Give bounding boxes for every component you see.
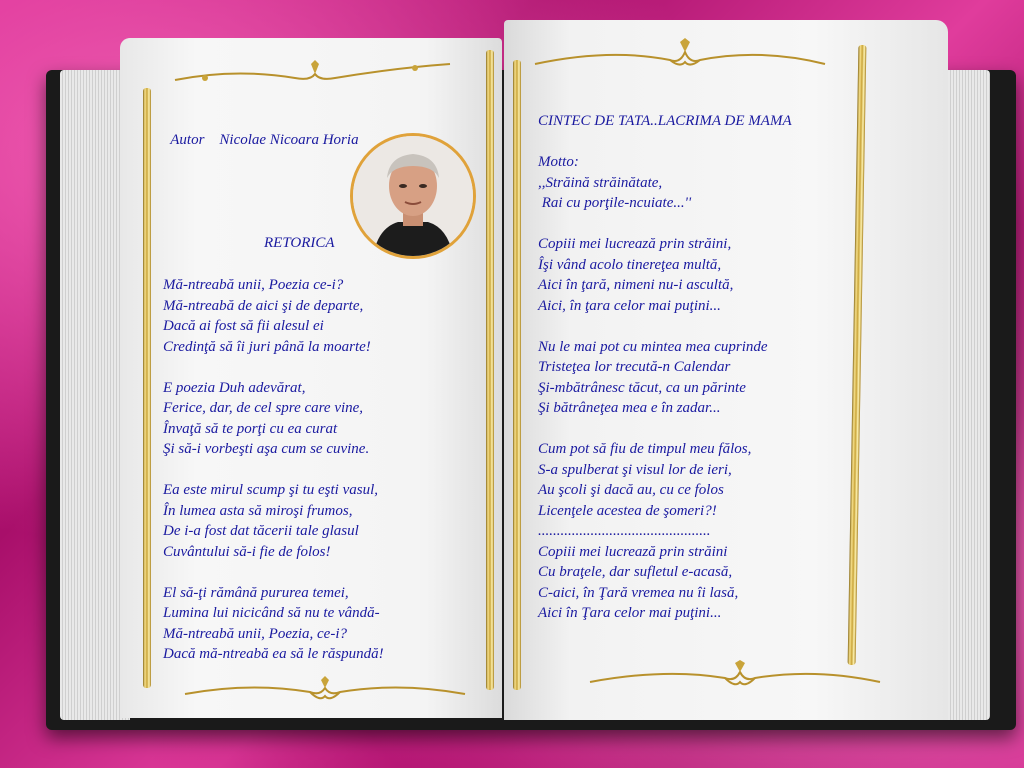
poem-line: În lumea asta să miroşi frumos, [163,502,353,519]
right-poem-title: CINTEC DE TATA..LACRIMA DE MAMA [538,113,792,129]
poem-line [538,419,768,440]
poem-line: Şi bătrâneţea mea e în zadar... [538,400,721,416]
poem-line [163,460,384,481]
author-line [163,109,359,150]
left-poem-body [163,275,384,665]
poem-line: Şi-mbătrânesc tăcut, ca un părinte [538,379,746,396]
poem-line: Cum pot să fiu de timpul meu fălos, [538,441,752,457]
author-name: Nicolae Nicoara Horia [219,131,359,148]
poem-line: Licenţele acestea de şomeri?! [538,502,717,519]
poem-line: De i-a fost dat tăcerii tale glasul [163,523,359,539]
poem-line: ,,Străină străinătate, [538,174,663,191]
poem-line [163,562,384,583]
poem-line: Aici în ţară, nimeni nu-i ascultă, [538,277,734,293]
poem-line: Ea este mirul scump şi tu eşti vasul, [163,482,378,498]
poem-line [163,357,384,378]
poem-line: Aici în Ţara celor mai puţini... [538,605,722,621]
poem-line: Mă-ntreabă de aici şi de departe, [163,297,364,314]
portrait-image [353,136,473,256]
poem-line: Ferice, dar, de cel spre care vine, [163,400,364,416]
right-poem-body [538,152,768,624]
left-poem-title: RETORICA [264,235,335,251]
poem-line: Copiii mei lucrează prin străini [538,543,728,560]
poem-line: Aici, în ţara celor mai puţini... [538,297,721,314]
poem-line: Lumina lui nicicând să nu te vândă- [163,605,380,621]
poem-line: Credinţă să îi juri până la moarte! [163,338,371,355]
poem-line: Au şcoli şi dacă au, cu ce folos [538,482,724,498]
left-gold-bar-inner [486,50,494,690]
poem-line: Tristeţea lor trecută-n Calendar [538,359,731,375]
author-photo [350,133,476,259]
poem-line: Dacă ai fost să fii alesul ei [163,318,324,334]
poem-line: Dacă mă-ntreabă ea să le răspundă! [163,646,384,662]
poem-line: E poezia Duh adevărat, [163,379,306,396]
poem-line: C-aici, în Ţară vremea nu îi lasă, [538,584,739,601]
poem-line [538,316,768,337]
top-left-ornament [165,58,455,88]
author-label: Autor [170,131,205,148]
bottom-right-ornament [585,660,885,694]
poem-line: Mă-ntreabă unii, Poezia, ce-i? [163,625,347,642]
poem-line: Cu braţele, dar sufletul e-acasă, [538,564,733,580]
left-gold-bar-outer [143,88,151,688]
poem-line: Cuvântului să-i fie de folos! [163,543,331,560]
poem-line: Învaţă să te porţi cu ea curat [163,420,338,437]
poem-line: El să-ţi rămână pururea temei, [163,584,349,601]
poem-line [538,214,768,235]
bottom-left-ornament [180,676,470,706]
poem-line: Motto: [538,154,579,170]
right-gold-bar-inner [513,60,521,690]
poem-line: Copiii mei lucrează prin străini, [538,236,732,252]
poem-line: Rai cu porţile-ncuiate...'' [538,195,692,211]
poem-line: Mă-ntreabă unii, Poezia ce-i? [163,277,344,293]
poem-line: S-a spulberat şi visul lor de ieri, [538,461,732,478]
poem-line: Îşi vând acolo tinereţea multă, [538,256,722,273]
poem-line: Şi să-i vorbeşti aşa cum se cuvine. [163,441,370,457]
poem-line: Nu le mai pot cu mintea mea cuprinde [538,338,768,355]
top-right-ornament [530,38,830,72]
poem-line: .............................................. [538,523,711,539]
